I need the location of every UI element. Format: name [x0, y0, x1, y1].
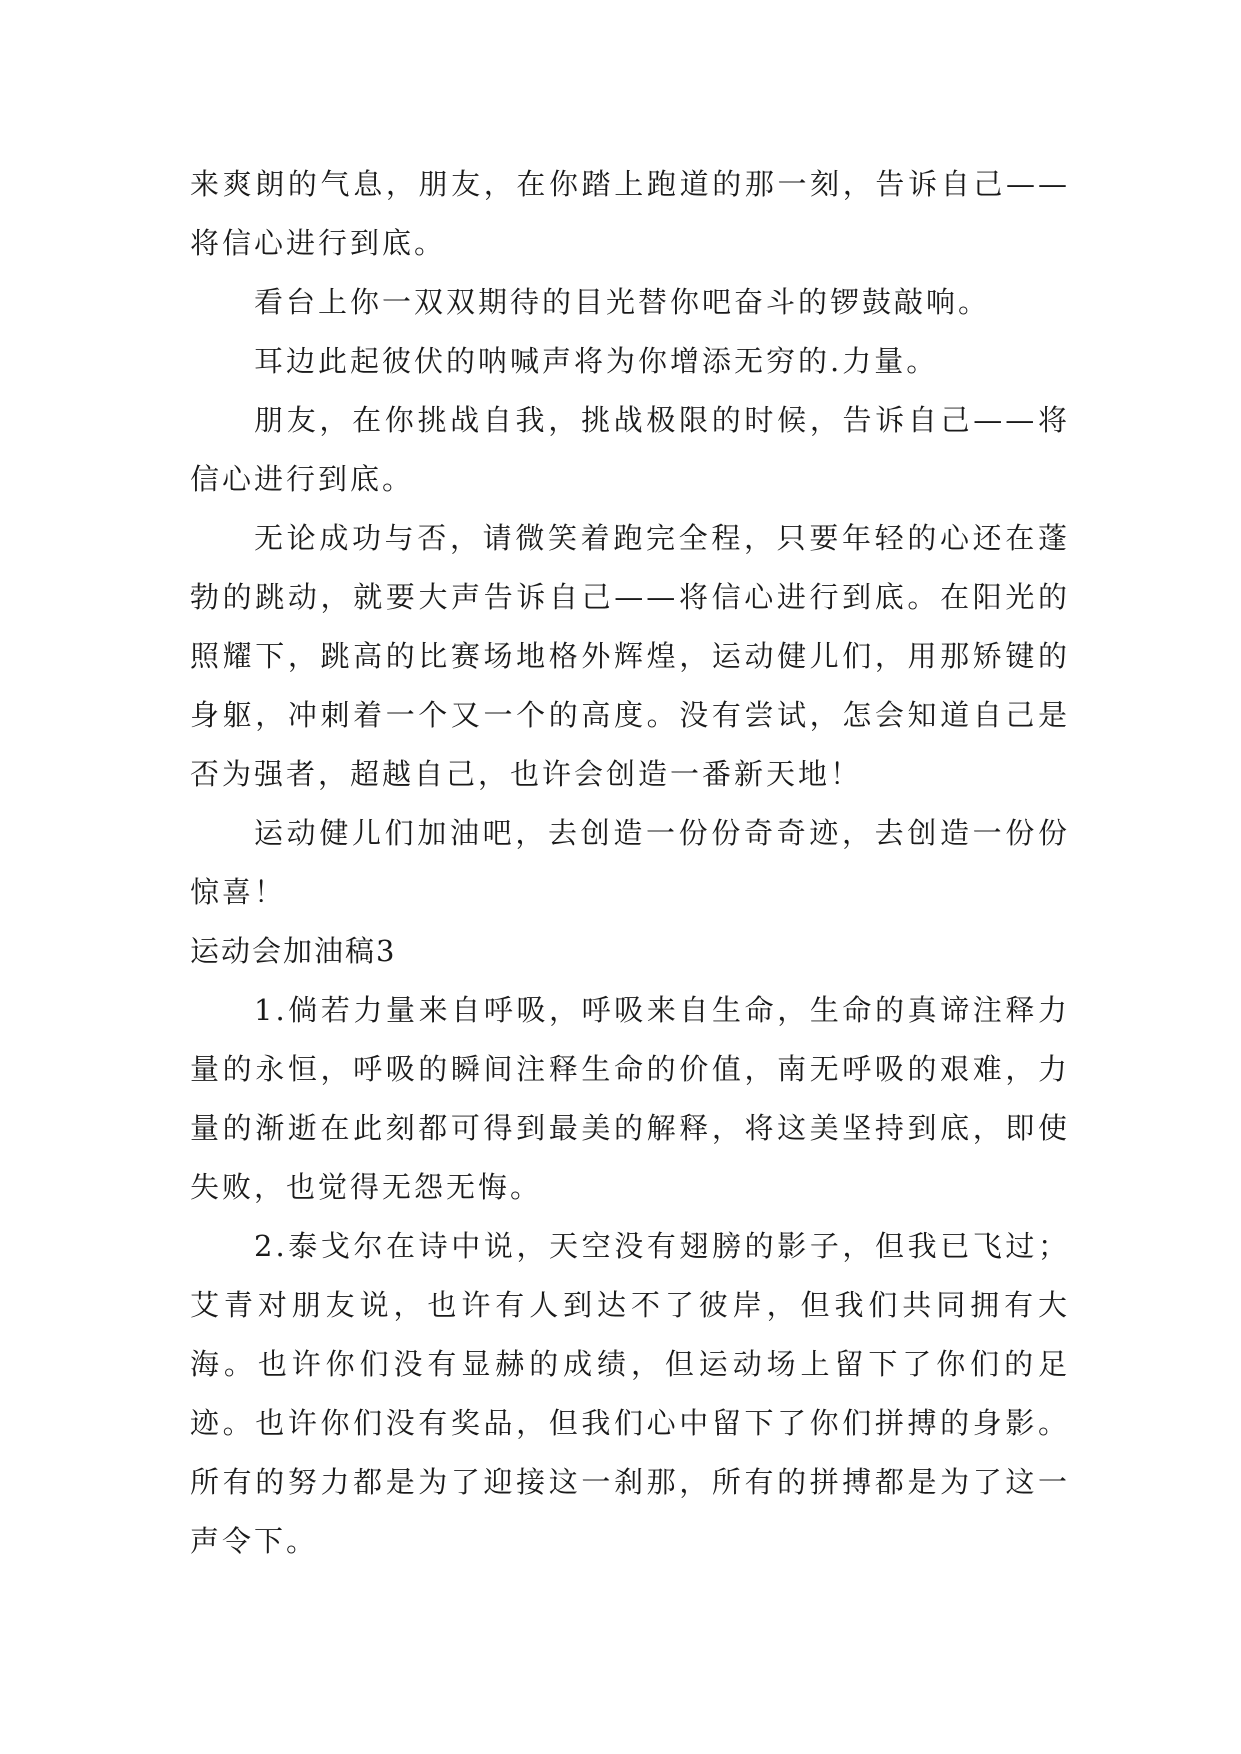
paragraph-6: 运动健儿们加油吧，去创造一份份奇奇迹，去创造一份份惊喜！ — [190, 816, 1070, 909]
document-body — [190, 155, 1070, 1571]
section-paragraph-2: 2.泰戈尔在诗中说，天空没有翅膀的影子，但我已飞过；艾青对朋友说，也许有人到达不了彼岸，但我们共同拥有大海。也许你们没有显赫的成绩，但运动场上留下了你们的足迹。也许你们没有奖品，但我们心中留下了你们拼搏的身影。所有的努力都是为了迎接这一刹那，所有的拼搏都是为了这一声令下。 — [190, 1229, 1070, 1558]
paragraph-5: 无论成功与否，请微笑着跑完全程，只要年轻的心还在蓬勃的跳动，就要大声告诉自己——将信心进行到底。在阳光的照耀下，跳高的比赛场地格外辉煌，运动健儿们，用那矫键的身躯，冲刺着一个又一个的高度。没有尝试，怎会知道自己是否为强者，超越自己，也许会创造一番新天地！ — [190, 521, 1070, 791]
section-paragraph-1: 1.倘若力量来自呼吸，呼吸来自生命，生命的真谛注释力量的永恒，呼吸的瞬间注释生命的价值，南无呼吸的艰难，力量的渐逝在此刻都可得到最美的解释，将这美坚持到底，即使失败，也觉得无怨无悔。 — [190, 993, 1070, 1204]
section-heading: 运动会加油稿3 — [190, 934, 397, 968]
paragraph-4: 朋友，在你挑战自我，挑战极限的时候，告诉自己——将信心进行到底。 — [190, 403, 1070, 496]
paragraph-1: 来爽朗的气息，朋友，在你踏上跑道的那一刻，告诉自己——将信心进行到底。 — [190, 167, 1070, 260]
paragraph-3: 耳边此起彼伏的呐喊声将为你增添无穷的.力量。 — [254, 344, 939, 378]
paragraph-2: 看台上你一双双期待的目光替你吧奋斗的锣鼓敲响。 — [254, 285, 991, 319]
